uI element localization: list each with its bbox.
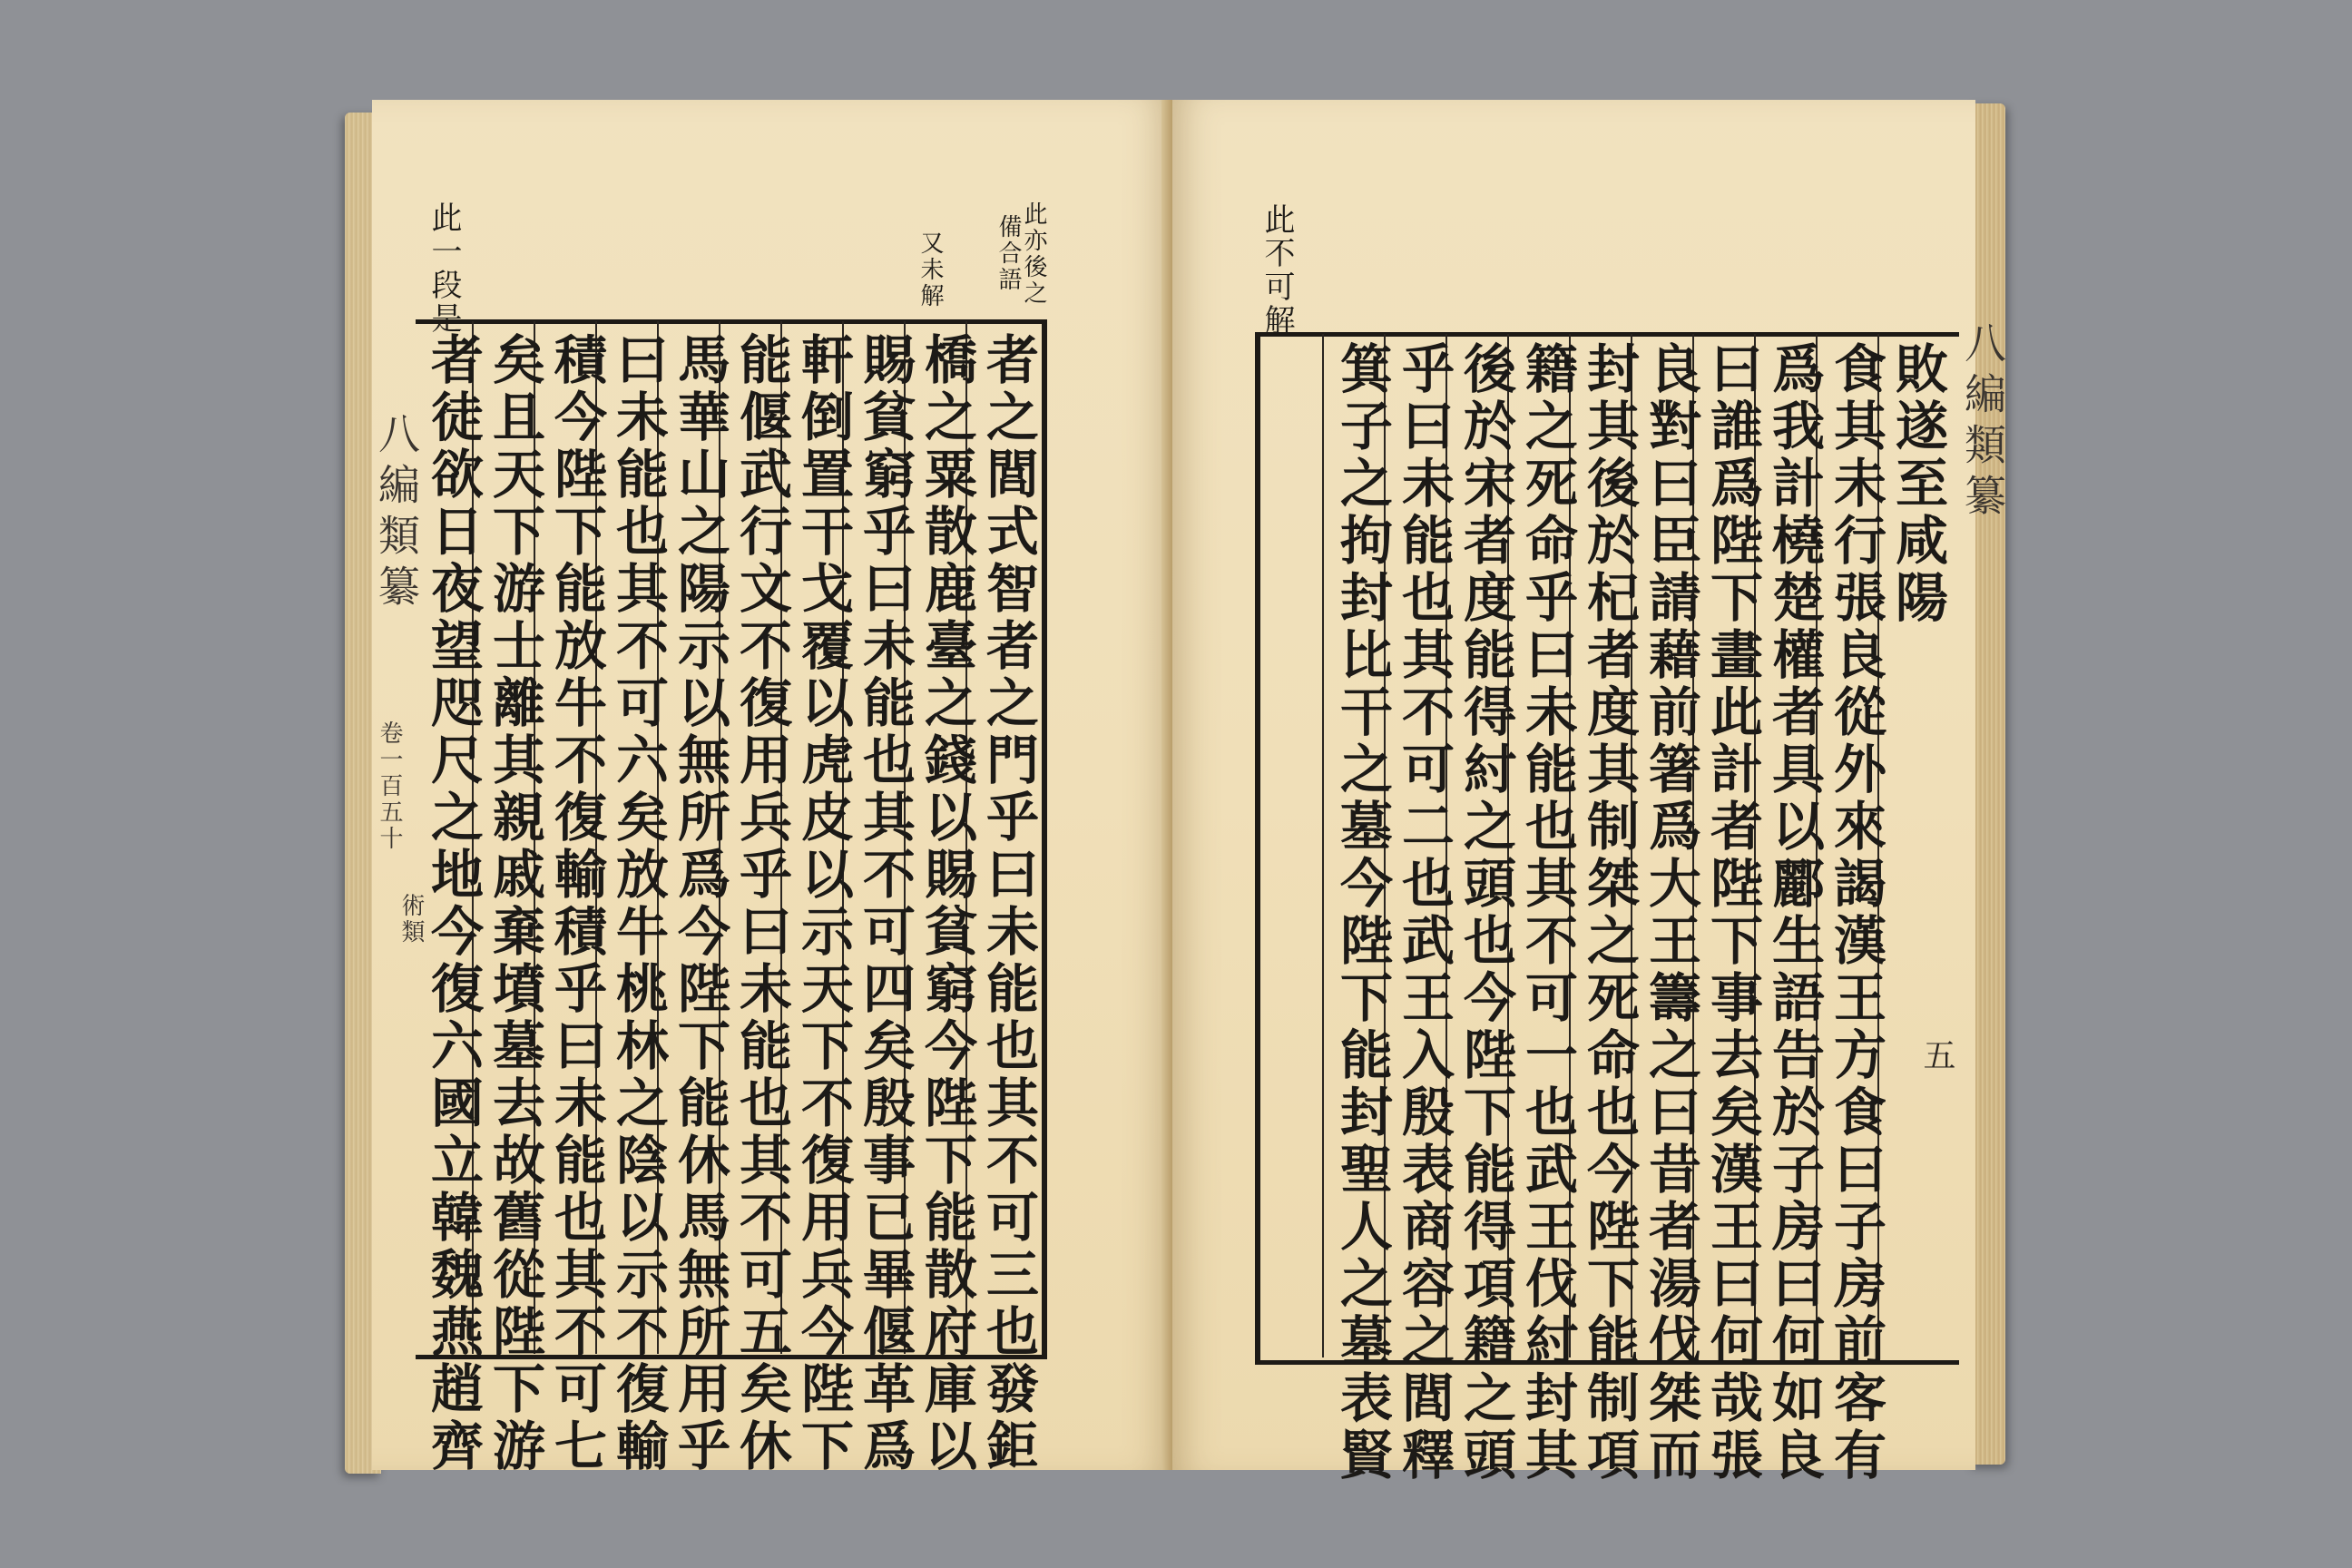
left-column-10: 者徒欲日夜望咫尺之地今復六國立韓魏燕趙齊 [422,332,484,1475]
left-column-9: 矣且天下游士離其親戚棄墳墓去故舊從陛下游 [484,332,545,1475]
left-margin-category: 術類 [397,893,425,946]
left-column-8: 積今陛下能放牛不復輸積乎曰未能也其不可七 [545,332,607,1475]
right-column-10: 箕子之拘封比干之墓今陛下能封聖人之墓表賢 [1331,341,1393,1485]
left-note-4: 備合語 [995,214,1022,293]
left-column-7: 曰未能也其不可六矣放牛桃林之陰以示不復輸 [607,332,669,1475]
right-column-5: 良對曰臣請藉前箸爲大王籌之曰昔者湯伐桀而 [1640,341,1701,1485]
right-margin-title: 八編類纂 [1958,321,2007,524]
left-column-5: 能偃武行文不復用兵乎曰未能也其不可五矣休 [730,332,792,1475]
left-note-3: 此亦後之 [1020,201,1047,307]
left-column-4: 軒倒置干戈覆以虎皮以示天下不復用兵今陛下 [792,332,854,1475]
right-column-9: 乎曰未能也其不可二也武王入殷表商容之閭釋 [1393,341,1455,1485]
left-column-3: 賜貧窮乎曰未能也其不可四矣殷事已畢偃革爲 [854,332,916,1475]
left-margin-title: 八編類纂 [372,412,421,615]
right-column-7: 籍之死命乎曰未能也其不可一也武王伐紂封其 [1516,341,1578,1485]
right-column-6: 封其後於杞者度其制桀之死命也今陛下能制項 [1578,341,1640,1485]
left-column-2: 橋之粟散鹿臺之錢以賜貧窮今陛下能散府庫以 [916,332,977,1475]
right-column-1: 敗遂至咸陽 [1886,341,1948,627]
right-column-3: 爲我計橈楚權者具以酈生語告於子房曰何如良 [1763,341,1825,1485]
left-note-2: 又未解 [916,230,944,309]
open-book [345,94,2005,1492]
right-folio: 五 [1918,1038,1955,1071]
right-column-8: 後於宋者度能得紂之頭也今陛下能得項籍之頭 [1455,341,1516,1485]
right-note: 此不可解 [1259,203,1295,338]
left-note-1: 此一段是 [426,201,462,336]
left-column-6: 馬華山之陽示以無所爲今陛下能休馬無所用乎 [669,332,730,1475]
right-column-2: 食其未行張良從外來謁漢王方食曰子房前客有 [1825,341,1886,1485]
right-column-4: 曰誰爲陛下畫此計者陛下事去矣漢王曰何哉張 [1701,341,1763,1485]
left-column-1: 者之閭式智者之門乎曰未能也其不可三也發鉅 [977,332,1039,1475]
left-margin-volume: 卷一百五十 [376,720,403,852]
